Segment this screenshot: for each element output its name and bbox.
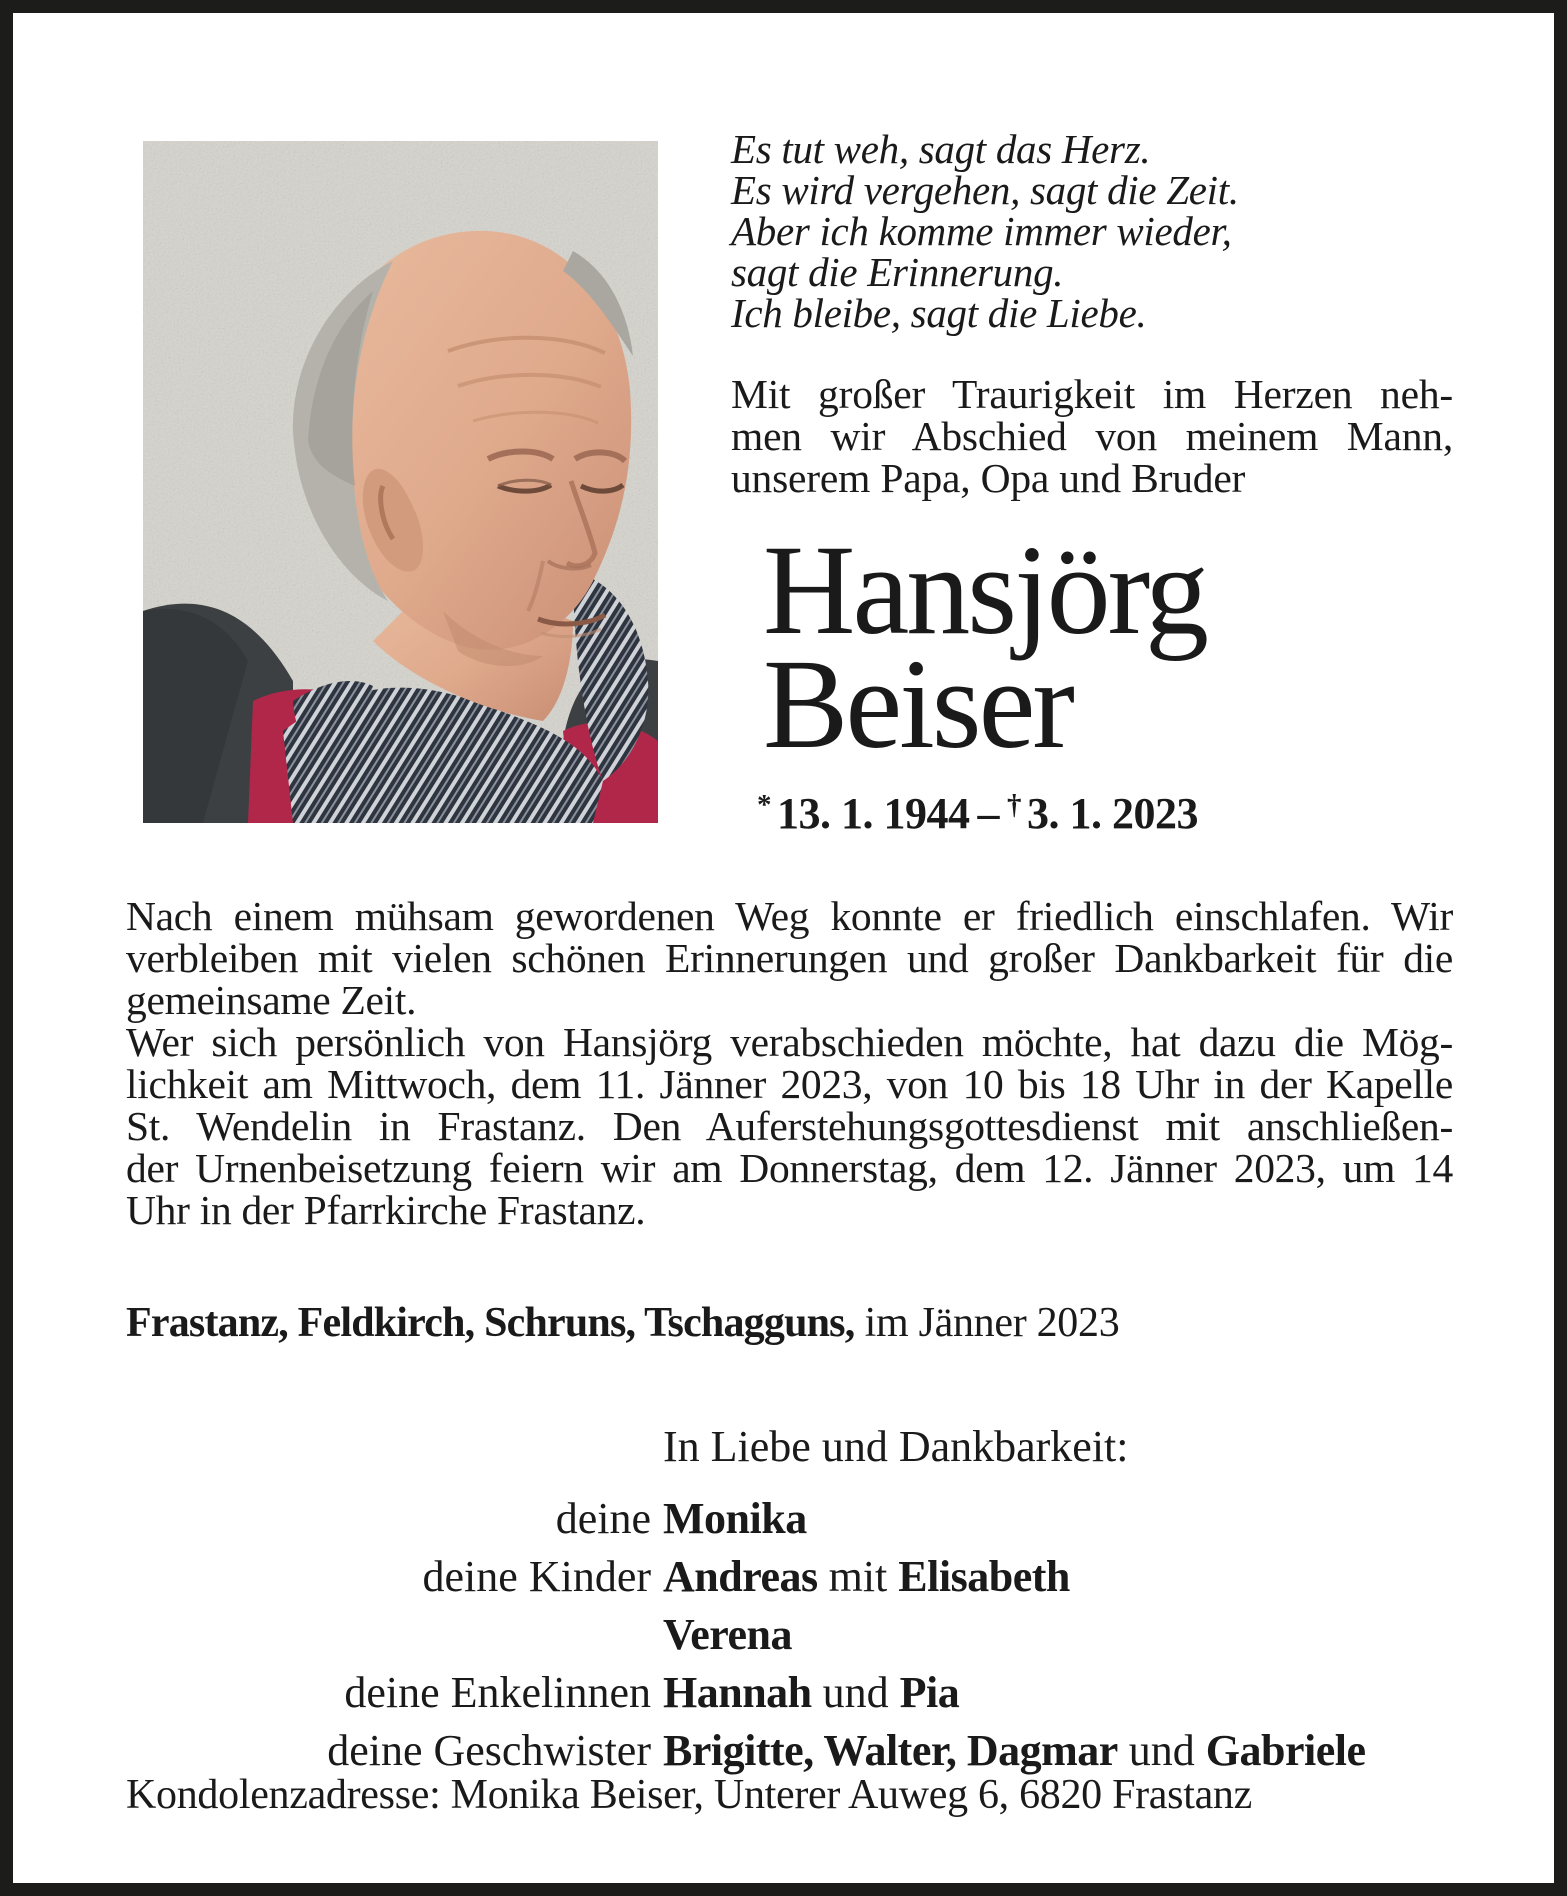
credits-text: In Liebe und Dankbarkeit: (663, 1422, 1129, 1471)
credits-names (663, 1667, 1453, 1718)
mourner-name: Andreas (663, 1552, 818, 1601)
credits-row (126, 1609, 1453, 1667)
poem (731, 126, 1461, 336)
deceased-name (763, 519, 1463, 775)
credits-relation-label: deine Enkelinnen (344, 1668, 651, 1717)
text-line: Nach einem mühsam gewordenen Weg konnte er friedlich einschlafen. Wir (126, 893, 1453, 939)
mourner-name: Elisabeth (898, 1552, 1070, 1601)
mourner-name: Hannah (663, 1668, 812, 1717)
text-line: Uhr in der Pfarrkirche Frastanz. (126, 1187, 646, 1233)
credits-text: und (1117, 1726, 1206, 1775)
poem-line: Aber ich komme immer wieder, (731, 208, 1232, 254)
text-line: gemeinsame Zeit. (126, 977, 417, 1023)
mourners-list (126, 1421, 1453, 1783)
portrait-photo (143, 141, 658, 823)
text-line: unserem Papa, Opa und Bruder (731, 455, 1246, 501)
poem-line: sagt die Erinnerung. (731, 249, 1064, 295)
text-line: Wer sich persönlich von Hansjörg verabschieden möchte, hat dazu die Mög- (126, 1019, 1453, 1065)
mourner-name: Brigitte, Walter, Dagmar (663, 1726, 1118, 1775)
deceased-last-name: Beiser (763, 633, 1072, 775)
life-dates (757, 788, 1198, 839)
poem-line: Es tut weh, sagt das Herz. (731, 126, 1151, 172)
credits-names (663, 1551, 1453, 1602)
credits-text: und (811, 1668, 900, 1717)
credits-relation-label: deine Kinder (422, 1552, 651, 1601)
text-line: lichkeit am Mittwoch, dem 11. Jänner 2023, von 10 bis 18 Uhr in der Kapelle (126, 1061, 1453, 1107)
mourner-name: Monika (663, 1494, 807, 1543)
announcement-text (126, 895, 1453, 1231)
deceased-first-name: Hansjörg (763, 519, 1206, 661)
credits-heading-row (126, 1421, 1453, 1493)
dates-separator: – (977, 789, 999, 838)
portrait-illustration (143, 141, 658, 823)
text-line: Mit großer Traurigkeit im Herzen neh- (731, 371, 1453, 417)
text-line: men wir Abschied von meinem Mann, (731, 413, 1453, 459)
text-line: der Urnenbeisetzung feiern wir am Donnerstag, dem 12. Jänner 2023, um 14 (126, 1145, 1453, 1191)
condolence-address: Kondolenzadresse: Monika Beiser, Unterer Auweg 6, 6820 Frastanz (126, 1772, 1252, 1818)
poem-line: Ich bleibe, sagt die Liebe. (731, 290, 1147, 336)
credits-names (663, 1421, 1453, 1472)
credits-row (126, 1667, 1453, 1725)
credits-relation-label: deine Geschwister (327, 1726, 651, 1775)
death-date: 3. 1. 2023 (1027, 789, 1198, 838)
mourner-name: Pia (899, 1668, 960, 1717)
credits-names (663, 1493, 1453, 1544)
mourner-name: Verena (663, 1610, 792, 1659)
text-line: St. Wendelin in Frastanz. Den Auferstehungsgottesdienst mit anschließen- (126, 1103, 1453, 1149)
death-dagger-symbol: † (1007, 789, 1021, 821)
mourner-name: Gabriele (1205, 1726, 1366, 1775)
credits-row (126, 1551, 1453, 1609)
text-line: verbleiben mit vielen schönen Erinnerungen und großer Dankbarkeit für die (126, 935, 1453, 981)
credits-text: mit (817, 1552, 899, 1601)
credits-row (126, 1493, 1453, 1551)
credits-names (663, 1725, 1453, 1776)
locations-date: im Jänner 2023 (854, 1300, 1120, 1346)
locations-bold: Frastanz, Feldkirch, Schruns, Tschagguns, (126, 1300, 855, 1346)
birth-star-symbol: * (757, 789, 771, 821)
credits-names (663, 1609, 1453, 1660)
locations-line (126, 1299, 1453, 1347)
birth-date: 13. 1. 1944 (777, 789, 970, 838)
credits-relation-label: deine (555, 1494, 651, 1543)
intro-paragraph (731, 373, 1453, 499)
poem-line: Es wird vergehen, sagt die Zeit. (731, 167, 1239, 213)
